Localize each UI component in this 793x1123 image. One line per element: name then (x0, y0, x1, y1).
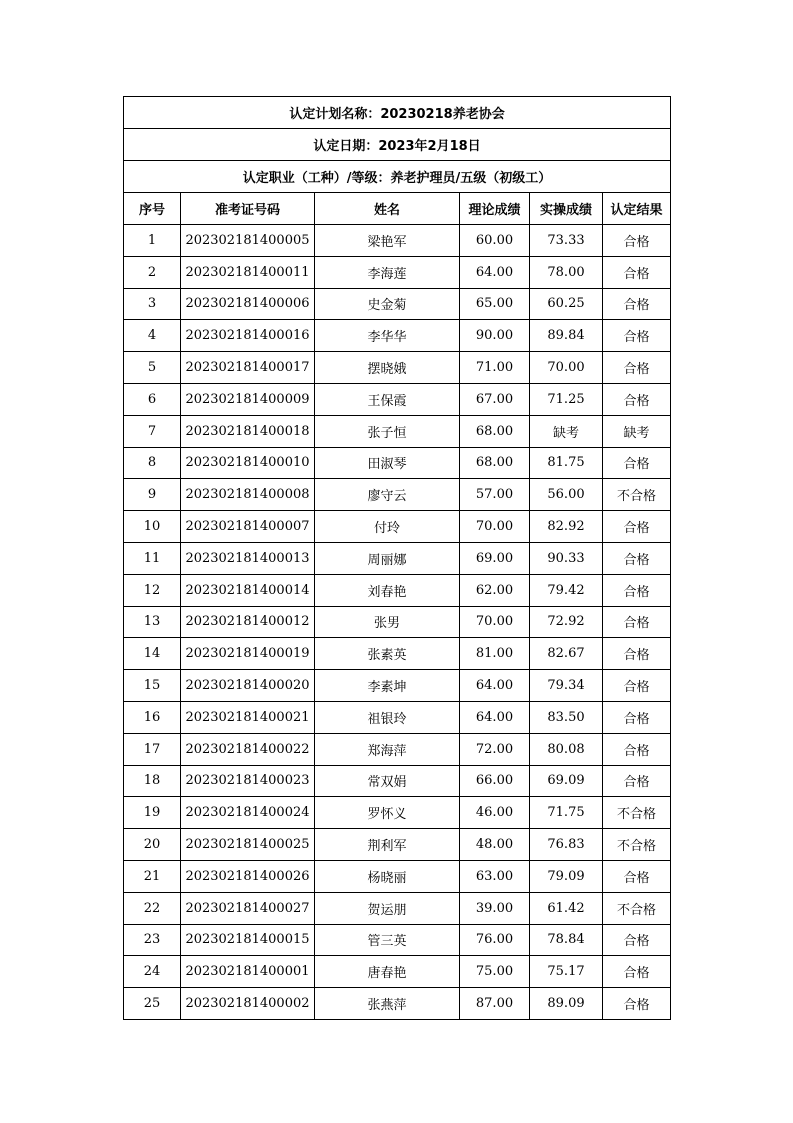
cell-practical-score: 81.75 (530, 447, 603, 479)
cell-index: 19 (124, 797, 181, 829)
cell-name: 祖银玲 (315, 701, 460, 733)
cell-practical-score: 61.42 (530, 892, 603, 924)
cell-name: 郑海萍 (315, 733, 460, 765)
cell-name: 常双娟 (315, 765, 460, 797)
cell-name: 荆利军 (315, 829, 460, 861)
cell-practical-score: 83.50 (530, 701, 603, 733)
cell-theory-score: 69.00 (460, 542, 530, 574)
cell-name: 李素坤 (315, 670, 460, 702)
cell-practical-score: 75.17 (530, 956, 603, 988)
cell-result: 合格 (603, 733, 671, 765)
cell-ticket-number: 202302181400006 (181, 288, 315, 320)
cell-theory-score: 76.00 (460, 924, 530, 956)
cell-result: 合格 (603, 701, 671, 733)
cell-ticket-number: 202302181400008 (181, 479, 315, 511)
cell-practical-score: 89.84 (530, 320, 603, 352)
table-row (124, 256, 671, 288)
table-row (124, 320, 671, 352)
cell-theory-score: 87.00 (460, 988, 530, 1020)
cell-result: 不合格 (603, 797, 671, 829)
table-row (124, 670, 671, 702)
cell-result: 合格 (603, 606, 671, 638)
cell-practical-score: 79.42 (530, 574, 603, 606)
plan-name-label: 认定计划名称： (289, 107, 381, 122)
cell-result: 合格 (603, 956, 671, 988)
cell-result: 合格 (603, 860, 671, 892)
column-header-ticket: 准考证号码 (181, 193, 315, 225)
cell-ticket-number: 202302181400010 (181, 447, 315, 479)
cell-practical-score: 56.00 (530, 479, 603, 511)
date-row (124, 129, 671, 161)
plan-name-value: 20230218养老协会 (380, 107, 505, 122)
cell-theory-score: 63.00 (460, 860, 530, 892)
cell-result: 不合格 (603, 479, 671, 511)
cell-index: 18 (124, 765, 181, 797)
cell-name: 周丽娜 (315, 542, 460, 574)
column-header-index: 序号 (124, 193, 181, 225)
column-header-row (124, 193, 671, 225)
cell-name: 李华华 (315, 320, 460, 352)
cell-name: 廖守云 (315, 479, 460, 511)
table-row (124, 447, 671, 479)
cell-result: 合格 (603, 638, 671, 670)
cell-result: 合格 (603, 670, 671, 702)
cell-theory-score: 66.00 (460, 765, 530, 797)
cell-ticket-number: 202302181400007 (181, 511, 315, 543)
column-header-result: 认定结果 (603, 193, 671, 225)
cell-theory-score: 64.00 (460, 256, 530, 288)
cell-index: 16 (124, 701, 181, 733)
cell-theory-score: 71.00 (460, 352, 530, 384)
column-header-theory: 理论成绩 (460, 193, 530, 225)
cell-result: 合格 (603, 542, 671, 574)
cell-practical-score: 76.83 (530, 829, 603, 861)
table-row (124, 988, 671, 1020)
table-row (124, 701, 671, 733)
cell-result: 合格 (603, 574, 671, 606)
table-row (124, 797, 671, 829)
cell-ticket-number: 202302181400022 (181, 733, 315, 765)
occupation-cell: 认定职业（工种）/等级：养老护理员/五级（初级工） (124, 161, 671, 193)
cell-practical-score: 79.34 (530, 670, 603, 702)
cell-index: 23 (124, 924, 181, 956)
cell-practical-score: 72.92 (530, 606, 603, 638)
cell-ticket-number: 202302181400011 (181, 256, 315, 288)
cell-theory-score: 90.00 (460, 320, 530, 352)
cell-ticket-number: 202302181400009 (181, 383, 315, 415)
cell-practical-score: 90.33 (530, 542, 603, 574)
cell-result: 合格 (603, 511, 671, 543)
cell-result: 合格 (603, 447, 671, 479)
cell-result: 合格 (603, 225, 671, 257)
table-row (124, 956, 671, 988)
cell-index: 11 (124, 542, 181, 574)
results-table (123, 96, 671, 1020)
cell-index: 10 (124, 511, 181, 543)
cell-index: 8 (124, 447, 181, 479)
cell-ticket-number: 202302181400005 (181, 225, 315, 257)
plan-name-row (124, 97, 671, 129)
cell-index: 9 (124, 479, 181, 511)
cell-theory-score: 62.00 (460, 574, 530, 606)
cell-theory-score: 46.00 (460, 797, 530, 829)
cell-theory-score: 72.00 (460, 733, 530, 765)
cell-index: 21 (124, 860, 181, 892)
cell-ticket-number: 202302181400023 (181, 765, 315, 797)
cell-name: 贺运朋 (315, 892, 460, 924)
table-row (124, 542, 671, 574)
cell-name: 张燕萍 (315, 988, 460, 1020)
column-header-name: 姓名 (315, 193, 460, 225)
cell-index: 24 (124, 956, 181, 988)
cell-ticket-number: 202302181400024 (181, 797, 315, 829)
cell-name: 张男 (315, 606, 460, 638)
table-row (124, 288, 671, 320)
cell-index: 6 (124, 383, 181, 415)
cell-theory-score: 67.00 (460, 383, 530, 415)
cell-ticket-number: 202302181400012 (181, 606, 315, 638)
cell-index: 17 (124, 733, 181, 765)
cell-ticket-number: 202302181400017 (181, 352, 315, 384)
table-row (124, 638, 671, 670)
cell-index: 14 (124, 638, 181, 670)
cell-result: 不合格 (603, 829, 671, 861)
cell-index: 15 (124, 670, 181, 702)
cell-index: 3 (124, 288, 181, 320)
table-row (124, 860, 671, 892)
cell-result: 缺考 (603, 415, 671, 447)
date-label: 认定日期： (313, 139, 379, 154)
cell-ticket-number: 202302181400027 (181, 892, 315, 924)
cell-index: 13 (124, 606, 181, 638)
cell-index: 4 (124, 320, 181, 352)
cell-practical-score: 71.25 (530, 383, 603, 415)
table-row (124, 479, 671, 511)
cell-ticket-number: 202302181400020 (181, 670, 315, 702)
cell-index: 1 (124, 225, 181, 257)
cell-ticket-number: 202302181400021 (181, 701, 315, 733)
cell-result: 合格 (603, 352, 671, 384)
cell-theory-score: 70.00 (460, 511, 530, 543)
table-row (124, 415, 671, 447)
cell-name: 管三英 (315, 924, 460, 956)
cell-theory-score: 81.00 (460, 638, 530, 670)
cell-result: 合格 (603, 256, 671, 288)
table-row (124, 511, 671, 543)
cell-result: 不合格 (603, 892, 671, 924)
cell-theory-score: 60.00 (460, 225, 530, 257)
column-header-practical: 实操成绩 (530, 193, 603, 225)
table-row (124, 765, 671, 797)
cell-practical-score: 79.09 (530, 860, 603, 892)
table-row (124, 606, 671, 638)
cell-ticket-number: 202302181400002 (181, 988, 315, 1020)
cell-name: 唐春艳 (315, 956, 460, 988)
cell-practical-score: 缺考 (530, 415, 603, 447)
cell-index: 20 (124, 829, 181, 861)
cell-name: 张素英 (315, 638, 460, 670)
cell-practical-score: 69.09 (530, 765, 603, 797)
cell-theory-score: 64.00 (460, 701, 530, 733)
cell-theory-score: 75.00 (460, 956, 530, 988)
cell-theory-score: 70.00 (460, 606, 530, 638)
cell-name: 李海莲 (315, 256, 460, 288)
plan-name-cell (124, 97, 671, 129)
cell-name: 付玲 (315, 511, 460, 543)
cell-result: 合格 (603, 765, 671, 797)
cell-ticket-number: 202302181400015 (181, 924, 315, 956)
cell-name: 张子恒 (315, 415, 460, 447)
cell-name: 田淑琴 (315, 447, 460, 479)
cell-theory-score: 68.00 (460, 447, 530, 479)
cell-index: 7 (124, 415, 181, 447)
cell-name: 王保霞 (315, 383, 460, 415)
cell-name: 摆晓娥 (315, 352, 460, 384)
cell-practical-score: 70.00 (530, 352, 603, 384)
occupation-row (124, 161, 671, 193)
cell-theory-score: 65.00 (460, 288, 530, 320)
cell-ticket-number: 202302181400025 (181, 829, 315, 861)
cell-name: 罗怀义 (315, 797, 460, 829)
cell-index: 2 (124, 256, 181, 288)
cell-ticket-number: 202302181400001 (181, 956, 315, 988)
table-body (124, 225, 671, 1020)
cell-ticket-number: 202302181400016 (181, 320, 315, 352)
cell-ticket-number: 202302181400013 (181, 542, 315, 574)
cell-ticket-number: 202302181400019 (181, 638, 315, 670)
cell-result: 合格 (603, 924, 671, 956)
cell-result: 合格 (603, 383, 671, 415)
cell-name: 史金菊 (315, 288, 460, 320)
date-cell (124, 129, 671, 161)
cell-result: 合格 (603, 988, 671, 1020)
cell-practical-score: 82.67 (530, 638, 603, 670)
cell-index: 25 (124, 988, 181, 1020)
table-row (124, 225, 671, 257)
cell-index: 12 (124, 574, 181, 606)
cell-name: 梁艳军 (315, 225, 460, 257)
cell-practical-score: 82.92 (530, 511, 603, 543)
table-row (124, 733, 671, 765)
cell-practical-score: 71.75 (530, 797, 603, 829)
table-row (124, 924, 671, 956)
cell-practical-score: 60.25 (530, 288, 603, 320)
cell-theory-score: 39.00 (460, 892, 530, 924)
table-row (124, 352, 671, 384)
table-row (124, 892, 671, 924)
cell-result: 合格 (603, 288, 671, 320)
cell-index: 5 (124, 352, 181, 384)
cell-ticket-number: 202302181400026 (181, 860, 315, 892)
cell-ticket-number: 202302181400014 (181, 574, 315, 606)
cell-theory-score: 68.00 (460, 415, 530, 447)
cell-index: 22 (124, 892, 181, 924)
table-row (124, 574, 671, 606)
table-row (124, 383, 671, 415)
cell-practical-score: 78.00 (530, 256, 603, 288)
cell-practical-score: 78.84 (530, 924, 603, 956)
cell-result: 合格 (603, 320, 671, 352)
date-value: 2023年2月18日 (378, 139, 481, 154)
cell-name: 刘春艳 (315, 574, 460, 606)
cell-practical-score: 73.33 (530, 225, 603, 257)
cell-name: 杨晓丽 (315, 860, 460, 892)
cell-ticket-number: 202302181400018 (181, 415, 315, 447)
cell-theory-score: 57.00 (460, 479, 530, 511)
cell-practical-score: 80.08 (530, 733, 603, 765)
cell-theory-score: 64.00 (460, 670, 530, 702)
cell-practical-score: 89.09 (530, 988, 603, 1020)
cell-theory-score: 48.00 (460, 829, 530, 861)
table-row (124, 829, 671, 861)
